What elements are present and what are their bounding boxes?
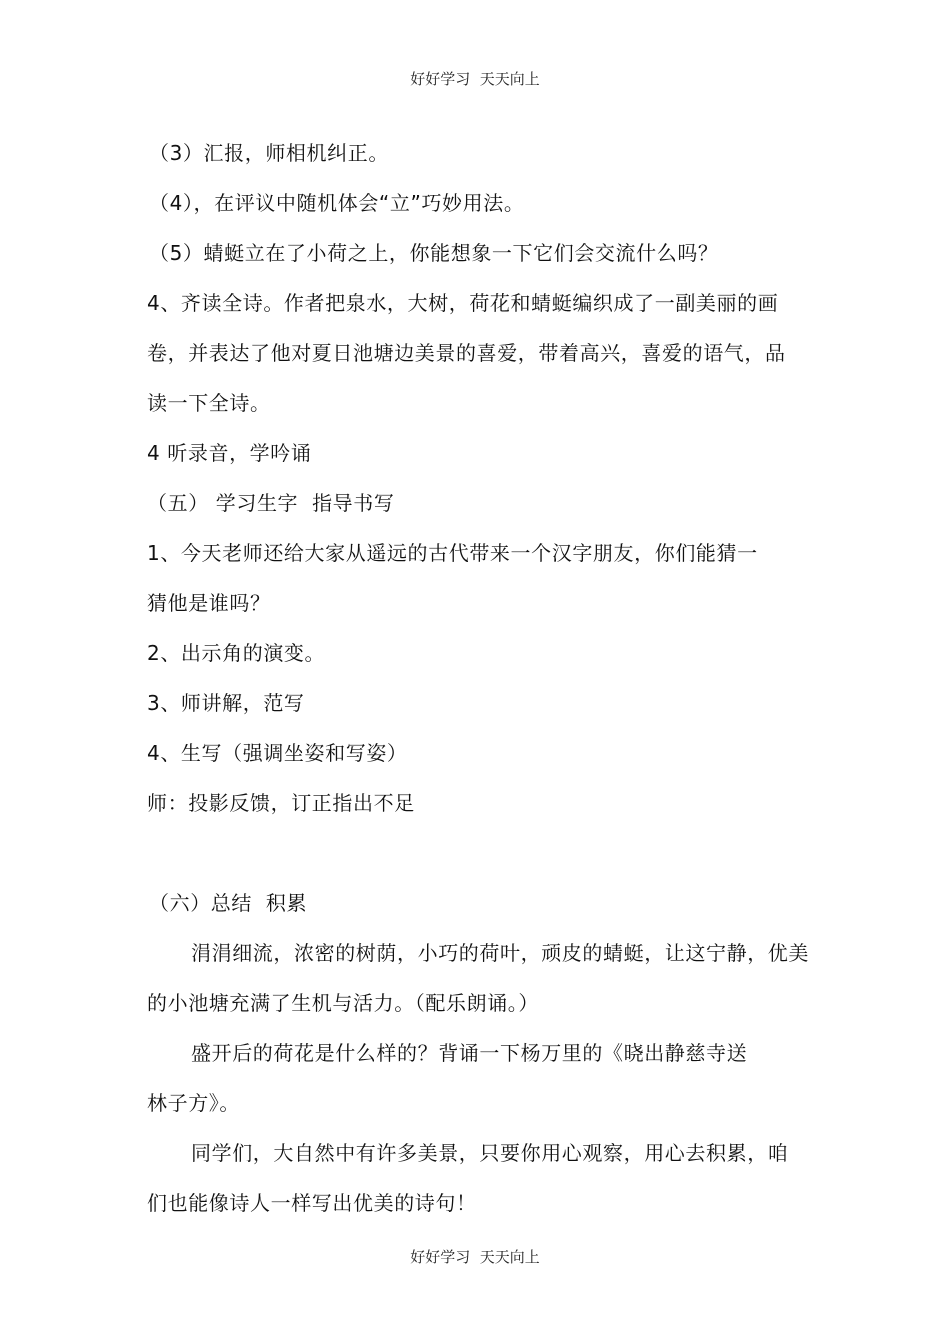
page-footer: 好好学习 天天向上 [410, 1248, 540, 1266]
step-5-imagine: （5）蜻蜓立在了小荷之上，你能想象一下它们会交流什么吗？ [149, 241, 719, 265]
spacer [147, 828, 807, 878]
item-2: 2、出示角的演变。 [147, 641, 326, 665]
summary-para-1-line-1: 涓涓细流，浓密的树荫，小巧的荷叶，顽皮的蜻蜓，让这宁静，优美 [191, 941, 809, 965]
page-header: 好好学习 天天向上 [410, 70, 540, 88]
summary-para-3-line-2: 们也能像诗人一样写出优美的诗句！ [147, 1191, 477, 1215]
summary-para-3-line-1: 同学们，大自然中有许多美景，只要你用心观察，用心去积累，咱 [191, 1141, 789, 1165]
summary-para-2-line-1: 盛开后的荷花是什么样的？背诵一下杨万里的《晓出静慈寺送 [191, 1041, 748, 1065]
section-5-heading: （五） 学习生字 指导书写 [147, 491, 395, 515]
summary-para-1-line-2: 的小池塘充满了生机与活力。（配乐朗诵。） [147, 991, 539, 1015]
item-1-line-1: 1、今天老师还给大家从遥远的古代带来一个汉字朋友，你们能猜一 [147, 541, 758, 565]
section-6-heading: （六）总结 积累 [149, 891, 308, 915]
teacher-feedback: 师：投影反馈，订正指出不足 [147, 791, 415, 815]
item-4: 4、生写（强调坐姿和写姿） [147, 741, 408, 765]
read-poem-line-2: 卷，并表达了他对夏日池塘边美景的喜爱，带着高兴，喜爱的语气，品 [147, 341, 786, 365]
read-poem-line-1: 4、齐读全诗。作者把泉水，大树，荷花和蜻蜓编织成了一副美丽的画 [147, 291, 779, 315]
step-3-report: （3）汇报，师相机纠正。 [149, 141, 389, 165]
read-poem-line-3: 读一下全诗。 [147, 391, 271, 415]
summary-para-2-line-2: 林子方》。 [147, 1091, 240, 1115]
step-4-discuss: （4），在评议中随机体会“立”巧妙用法。 [149, 191, 525, 215]
item-3: 3、师讲解，范写 [147, 691, 305, 715]
listen-recording: 4 听录音，学吟诵 [147, 441, 312, 465]
document-body [147, 128, 807, 1228]
item-1-line-2: 猜他是谁吗？ [147, 591, 271, 615]
